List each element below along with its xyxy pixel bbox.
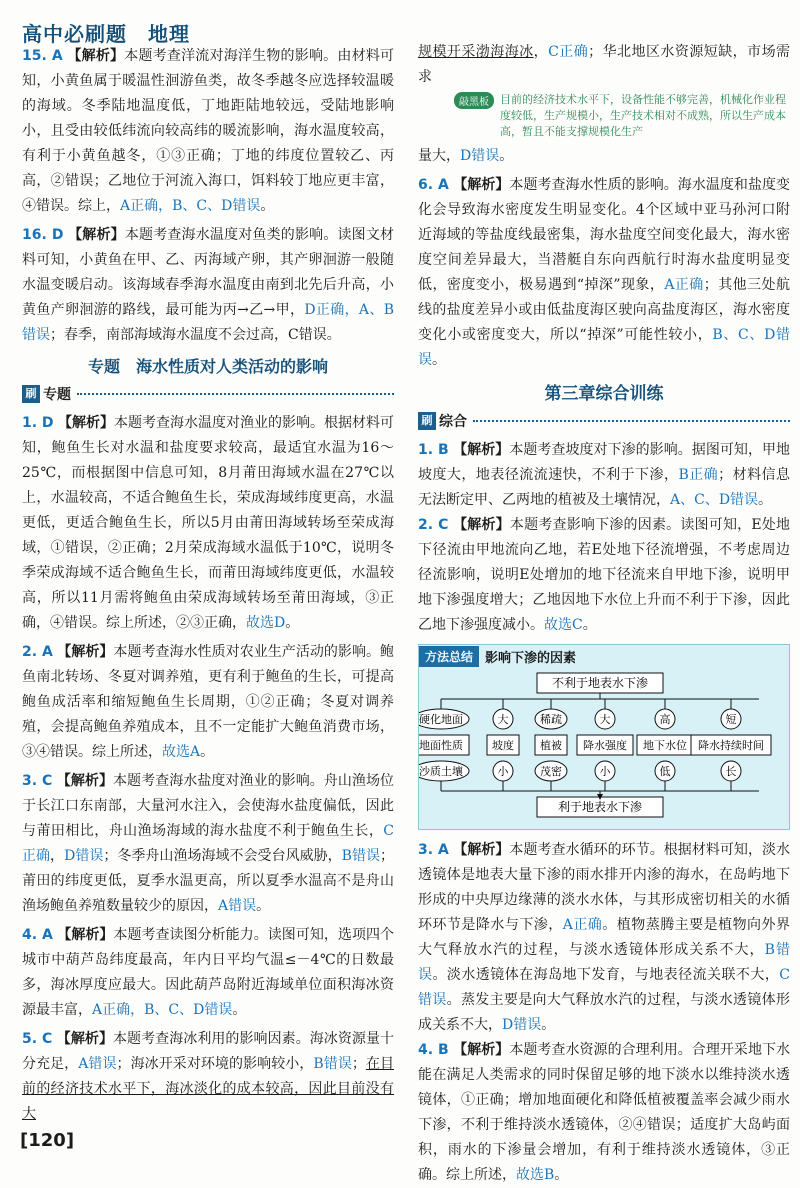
key-note (454, 92, 790, 140)
diagram-node-label: 硬化地面 (419, 714, 463, 726)
answer-highlight: A正确 (562, 917, 603, 933)
question-number: 15. A (22, 48, 63, 64)
answer-text: 。蒸发主要是向大气释放水汽的过程，与淡水透镜体形成关系不大， (418, 992, 790, 1033)
answer-text: 。植物蒸腾主要是植物向外界大气释放水汽的过程，与淡水透镜体形成关系不大， (418, 917, 790, 958)
answer-text: ；华北地区水资源短缺，市场需求 (418, 44, 791, 85)
answer-text-end: 。 (554, 1167, 569, 1183)
answer-highlight: D正确，A、B错误 (22, 302, 394, 343)
note-text: 目前的经济技术水平下，设备性能不够完善，机械化作业程度较低，生产规模小，生产技术相对不成熟，所以生产成本高，暂且不能支撑规模化生产 (500, 93, 786, 138)
diagram-node-label: 坡度 (492, 740, 514, 752)
question-number: 6. A (418, 177, 449, 193)
answer-highlight: 故选C (544, 617, 583, 633)
answer-highlight: A、C、D错误 (670, 492, 759, 508)
answer-text-end: 。 (285, 615, 300, 631)
analysis-tag: 【解析】 (67, 48, 125, 64)
answer-highlight: A正确 (664, 277, 704, 293)
answer-highlight: A正确，B、C、D错误 (92, 1002, 233, 1018)
question-number: 2. C (418, 517, 449, 533)
answer-text: 本题考查洋流对海洋生物的影响。由材料可知，小黄鱼属于暖温性洄游鱼类，故冬季越冬应选择较温暖的海域。冬季陆地温度低，丁地距陆地较远，受陆地影响小，且受由较低纬流向较高纬的暖流影响，海水温度较高，有利于小黄鱼越冬，①③正确；丁地的纬度位置较乙、丙高，②错误；乙地位于河流入海口，饵料较丁地应更丰富，④错误。综上， (22, 48, 395, 214)
answer-highlight: D错误 (460, 148, 500, 164)
diagram-node-label: 地面性质 (419, 740, 463, 752)
answer-highlight: B、C、D错误 (418, 327, 790, 368)
top-label: 不利于地表水下渗 (551, 676, 649, 690)
answer-text: ；海冰开采对环境的影响较小， (116, 1056, 314, 1072)
answer-5 (22, 1027, 394, 1127)
diagram-node-label: 大 (497, 714, 509, 726)
answer-text-end: 。 (432, 352, 446, 368)
answer-3 (22, 769, 394, 919)
answer-6 (418, 173, 790, 373)
diagram-node-label: 沙质土壤 (419, 766, 463, 778)
answer-text-end: 。 (499, 148, 514, 164)
answer-highlight: C正确 (548, 44, 589, 60)
analysis-tag: 【解析】 (57, 644, 114, 660)
analysis-tag: 【解析】 (453, 842, 510, 858)
topic-title: 专题 海水性质对人类活动的影响 (87, 357, 328, 376)
question-number: 4. B (418, 1042, 449, 1058)
left-column (22, 44, 394, 1127)
question-number: 4. A (22, 927, 53, 943)
question-number: 16. D (22, 227, 64, 243)
method-badge: 方法总结 (419, 646, 479, 667)
answer-text: 本题考查海水盐度对渔业的影响。舟山渔场位于长江口东南部，大量河水注入，会使海水盐度偏低，因此与莆田相比，舟山渔场海域的海水盐度不利于鲍鱼生长， (22, 773, 395, 839)
page-number-value: 120 (28, 1130, 66, 1151)
page-number: [120] (20, 1130, 75, 1151)
question-number: 5. C (22, 1031, 53, 1047)
answer-text-end: 。 (541, 1017, 556, 1033)
page-header-title: 高中必刷题 地理 (22, 22, 190, 46)
answer-text: ， (533, 44, 549, 60)
answer-highlight: D错误 (502, 1017, 542, 1033)
diagram-node-label: 低 (659, 766, 671, 778)
answer-1b (418, 438, 790, 513)
diagram-node-label: 植被 (540, 740, 562, 752)
answer-text: ； (351, 1056, 366, 1072)
right-column (418, 40, 790, 1188)
question-number: 2. A (22, 644, 53, 660)
answer-text: 本题考查水循环的环节。根据材料可知，淡水透镜体是地表大量下渗的雨水排开内渗的海水，在岛屿地下形成的中央厚边缘薄的淡水水体，与其形成密切相关的水循环环节是降水与下渗， (418, 842, 791, 933)
chapter-title: 第三章综合训练 (544, 384, 664, 404)
analysis-tag: 【解析】 (453, 517, 510, 533)
answer-text: 本题考查海水性质对农业生产活动的影响。鲍鱼南北转场、冬夏对调养殖，更有利于鲍鱼的生长，可提高鲍鱼成活率和缩短鲍鱼生长周期，①②正确；冬夏对调养殖，会提高鲍鱼养殖成本，且不一定能扩大鲍鱼消费市场，③④错误。综上所述， (22, 644, 395, 760)
diagram-node-label: 长 (725, 766, 737, 778)
answer-highlight: A正确，B、C、D错误 (120, 198, 261, 214)
analysis-tag: 【解析】 (68, 227, 125, 243)
answer-text: ；材料信息无法断定甲、乙两地的植被及土壤情况， (418, 467, 791, 508)
answer-text: 本题考查水资源的合理利用。合理开采地下水能在满足人类需求的同时保留足够的地下淡水以维持淡水透镜体，①正确；增加地面硬化和降低植被覆盖率会减少雨水下渗，不利于维持淡水透镜体，②④错误；适度扩大岛屿面积，雨水的下渗量会增加，有利于维持淡水透镜体，③正确。综上所述， (418, 1042, 791, 1183)
answer-2 (22, 640, 394, 765)
analysis-tag: 【解析】 (453, 177, 510, 193)
bottom-label: 利于地表水下渗 (557, 800, 643, 814)
dotted-divider (473, 420, 790, 422)
answer-text: 本题考查影响下渗的因素。读图可知，E处地下径流由甲地流向乙地，若E处地下径流增强，不考虑周边径流影响，说明E处增加的地下径流来自甲地下渗，说明甲地下渗强度增大；乙地因地下水位上升而不利于下渗，因此乙地下渗强度减小。 (418, 517, 791, 633)
answer-highlight: B错误 (418, 942, 790, 983)
answer-text-end: 。 (232, 1002, 247, 1018)
analysis-tag: 【解析】 (56, 1031, 113, 1047)
answer-text: 本题考查海水温度对鱼类的影响。读图文材料可知，小黄鱼在甲、乙、丙海域产卵，其产卵洄游一般随水温变暖启动。该海域春季海水温度由南到北先后升高，小黄鱼产卵洄游的路线，最可能为丙→乙→甲， (22, 227, 395, 318)
question-number: 3. A (418, 842, 449, 858)
answer-text: 本题考查读图分析能力。读图可知，选项四个城市中葫芦岛纬度最高，年内日平均气温≤－4℃的日数最多，海冰厚度应最大。因此葫芦岛附近海域单位面积海冰资源最丰富， (22, 927, 395, 1018)
answer-highlight: A错误 (78, 1056, 117, 1072)
answer-15 (22, 44, 394, 219)
answer-highlight: 故选A (162, 744, 201, 760)
answer-highlight: 故选D (246, 615, 286, 631)
analysis-tag: 【解析】 (453, 442, 510, 458)
answer-text: 。淡水透镜体在海岛地下发育，与地表径流关联不大， (432, 967, 780, 983)
answer-text: 量大， (418, 148, 460, 164)
answer-1 (22, 411, 394, 636)
answer-highlight: B错误 (313, 1056, 352, 1072)
diagram-node-label: 短 (725, 714, 737, 726)
method-title: 影响下渗的因素 (485, 650, 577, 666)
section-badge: 刷 (418, 412, 436, 430)
diagram-node-label: 小 (599, 766, 611, 778)
answer-text-end: 。 (260, 198, 275, 214)
question-number: 1. B (418, 442, 449, 458)
underlined-text: 在目前的经济技术水平下，海冰淡化的成本较高，因此目前没有大 (22, 1056, 395, 1122)
answer-text-end: 。 (582, 617, 597, 633)
analysis-tag: 【解析】 (453, 1042, 510, 1058)
answer-highlight: C正确 (22, 823, 394, 864)
diagram-node-label: 茂密 (540, 766, 562, 778)
answer-highlight: A错误 (218, 898, 257, 914)
answer-highlight: C错误 (418, 967, 791, 1008)
analysis-tag: 【解析】 (56, 773, 113, 789)
dotted-divider (77, 393, 394, 395)
note-badge: 敲黑板 (454, 92, 494, 109)
answer-text: 本题考查海水温度对渔业的影响。根据材料可知，鲍鱼生长对水温和盐度要求较高，最适宜水温为16～25℃，而根据图中信息可知，8月莆田海域水温在27℃以上，水温较高，不适合鲍鱼生长，荣成海域纬度更高，水温更低，更适合鲍鱼生长，所以5月由莆田海域转场至荣成海域，①错误，②正确；2月荣成海域水温低于10℃，说明冬季荣成海域不适合鲍鱼生长，而莆田海域纬度更低，水温较高，所以11月需将鲍鱼由荣成海域转场至莆田海域，③正确，④错误。综上所述，②③正确， (22, 415, 395, 631)
section-label: 综合 (439, 414, 467, 430)
diagram-node-label: 地下水位 (643, 740, 687, 752)
section-badge: 刷 (22, 385, 40, 403)
answer-text: ；莆田的纬度更低，夏季水温更高，所以夏季水温高不是舟山渔场鲍鱼养殖数量较少的原因， (22, 848, 395, 914)
answer-text: ， (50, 848, 65, 864)
answer-text: ；其他三处航线的盐度差异小或由低盐度海区驶向高盐度海区，海水密度变化小或密度变大，所以“掉深”可能性较小， (418, 277, 790, 343)
answer-text: 本题考查坡度对下渗的影响。据图可知，甲地坡度大，地表径流流速快，不利于下渗， (418, 442, 791, 483)
answer-3b (418, 838, 790, 1038)
answer-4b (418, 1038, 790, 1188)
answer-highlight: 故选B (516, 1167, 555, 1183)
answer-highlight: B正确 (678, 467, 719, 483)
answer-16 (22, 223, 394, 348)
question-number: 3. C (22, 773, 53, 789)
answer-highlight: B错误 (341, 848, 381, 864)
answer-text: ；冬季舟山渔场海域不会受台风威胁， (103, 848, 342, 864)
answer-text-end: 。 (256, 898, 271, 914)
answer-5-end (418, 144, 790, 169)
answer-highlight: D错误 (64, 848, 104, 864)
diagram-node-label: 稀疏 (540, 714, 562, 726)
method-summary-box (418, 644, 790, 830)
analysis-tag: 【解析】 (57, 927, 114, 943)
answer-text-end: ；春季，南部海域海水温度不会过高，C错误。 (50, 327, 341, 343)
section-header-special (22, 383, 394, 405)
analysis-tag: 【解析】 (58, 415, 115, 431)
answer-text: 本题考查海水性质的影响。海水温度和盐度变化会导致海水密度发生明显变化。4个区域中亚马孙河口附近海域的等盐度线最密集，海水盐度空间变化最大，海水密度空间差异最大，当潜艇自东向西航行时海水盐度明显变低，密度变小，极易遇到“掉深”现象， (418, 177, 791, 293)
section-label: 专题 (43, 387, 71, 403)
answer-4 (22, 923, 394, 1023)
diagram-node-label: 高 (659, 714, 671, 726)
diagram-node-label: 降水持续时间 (698, 740, 764, 752)
method-header (419, 645, 789, 667)
diagram-node-label: 小 (497, 766, 509, 778)
answer-text-end: 。 (758, 492, 773, 508)
underlined-text: 规模开采渤海海冰 (418, 44, 534, 60)
answer-text-end: 。 (200, 744, 215, 760)
answer-text: 本题考查海冰利用的影响因素。海冰资源量十分充足， (22, 1031, 395, 1072)
diagram-node-label: 大 (599, 714, 611, 726)
diagram-node-label: 降水强度 (583, 740, 627, 752)
question-number: 1. D (22, 415, 54, 431)
answer-2b (418, 513, 790, 638)
infiltration-factors-diagram (419, 671, 789, 821)
section-header-comprehensive (418, 410, 790, 432)
answer-5-continued (418, 40, 790, 90)
